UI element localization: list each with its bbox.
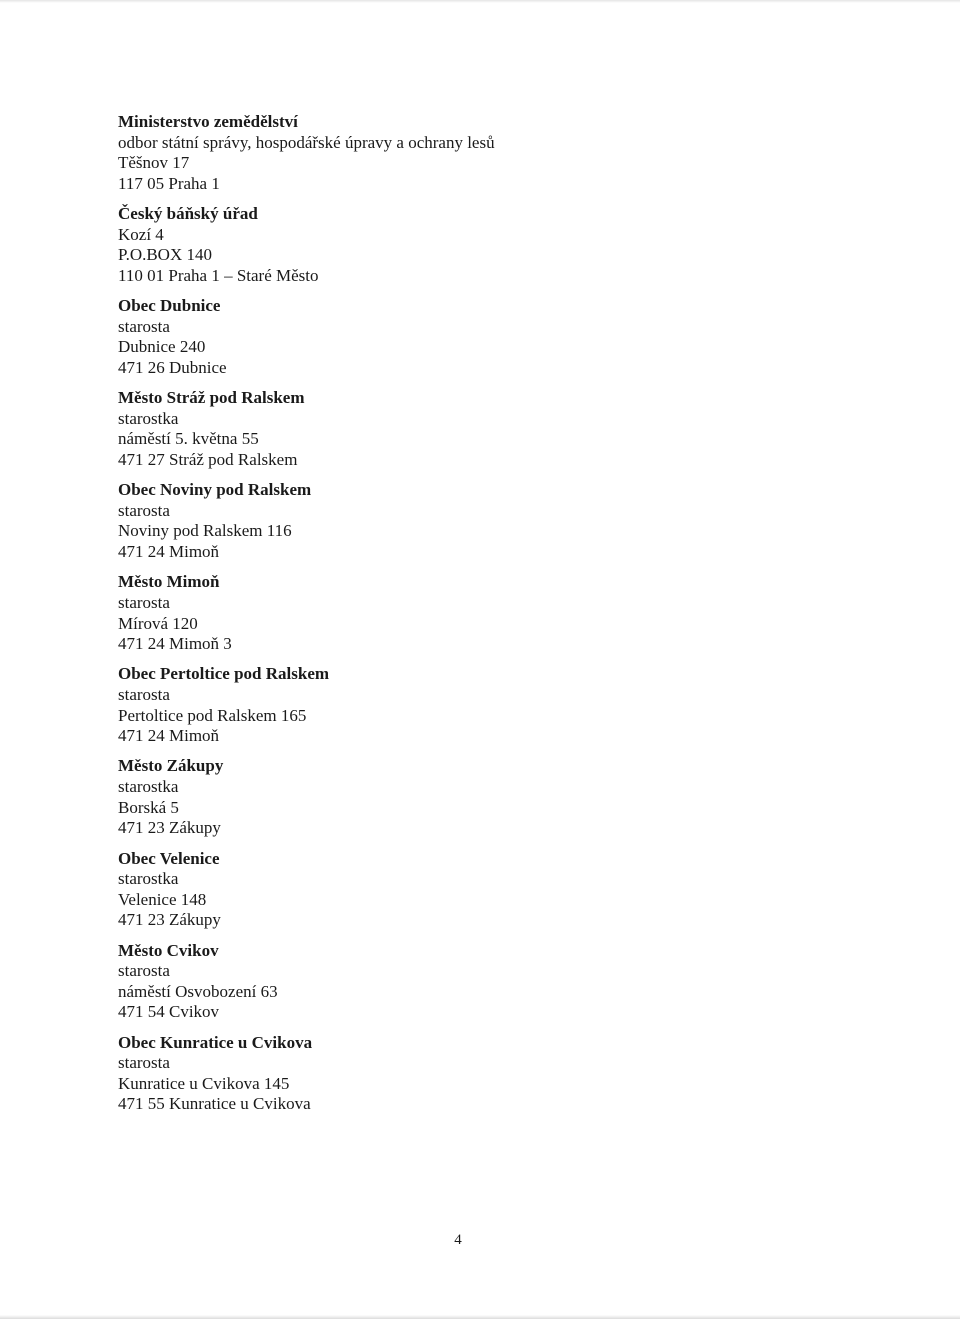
recipient-address-line: odbor státní správy, hospodářské úpravy a ochrany lesů	[118, 132, 495, 152]
recipient-address-line: 471 24 Mimoň 3	[118, 634, 232, 654]
recipient-address-line: 471 23 Zákupy	[118, 910, 221, 930]
recipient-name: Město Mimoň	[118, 572, 220, 592]
recipient-name: Obec Noviny pod Ralskem	[118, 480, 312, 500]
recipient-name: Obec Kunratice u Cvikova	[118, 1032, 313, 1052]
recipient-block	[118, 849, 718, 931]
recipient-block	[118, 1033, 718, 1115]
page-number: 4	[454, 1232, 462, 1248]
recipient-block	[118, 112, 718, 194]
recipient-address-line: starosta	[118, 1053, 170, 1073]
recipient-address-line: starosta	[118, 592, 170, 612]
recipient-block	[118, 756, 718, 838]
recipient-address-line: 471 54 Cvikov	[118, 1002, 220, 1022]
recipient-address-line: Pertoltice pod Ralskem 165	[118, 705, 307, 725]
recipient-address-line: Borská 5	[118, 797, 179, 817]
recipient-name: Ministerstvo zemědělství	[118, 112, 298, 131]
recipient-list	[118, 112, 718, 1125]
recipient-block	[118, 388, 718, 470]
recipient-name: Český báňský úřad	[118, 204, 258, 224]
recipient-name: Obec Pertoltice pod Ralskem	[118, 664, 330, 684]
recipient-address-line: starosta	[118, 684, 170, 704]
scan-edge-bottom	[0, 1315, 960, 1319]
recipient-name: Město Stráž pod Ralskem	[118, 388, 305, 408]
recipient-address-line: Velenice 148	[118, 889, 207, 909]
recipient-address-line: 471 24 Mimoň	[118, 726, 220, 746]
recipient-block	[118, 204, 718, 286]
recipient-address-line: Kozí 4	[118, 224, 164, 244]
recipient-address-line: náměstí Osvobození 63	[118, 981, 278, 1001]
recipient-address-line: náměstí 5. května 55	[118, 429, 259, 449]
scan-edge-top	[0, 0, 960, 3]
recipient-block	[118, 941, 718, 1023]
recipient-address-line: starosta	[118, 500, 170, 520]
recipient-address-line: Dubnice 240	[118, 337, 206, 357]
recipient-name: Obec Velenice	[118, 848, 220, 868]
recipient-block	[118, 296, 718, 378]
recipient-address-line: 471 23 Zákupy	[118, 818, 221, 838]
recipient-address-line: Kunratice u Cvikova 145	[118, 1073, 290, 1093]
recipient-address-line: starostka	[118, 777, 179, 797]
recipient-name: Obec Dubnice	[118, 296, 221, 316]
recipient-address-line: starosta	[118, 961, 170, 981]
recipient-address-line: 471 24 Mimoň	[118, 542, 220, 562]
recipient-block	[118, 664, 718, 746]
recipient-address-line: Noviny pod Ralskem 116	[118, 521, 292, 541]
recipient-address-line: 110 01 Praha 1 – Staré Město	[118, 265, 319, 285]
recipient-address-line: starostka	[118, 408, 179, 428]
recipient-name: Město Zákupy	[118, 756, 224, 776]
recipient-name: Město Cvikov	[118, 940, 219, 960]
recipient-address-line: Mírová 120	[118, 613, 198, 633]
recipient-address-line: starostka	[118, 869, 179, 889]
recipient-address-line: 471 27 Stráž pod Ralskem	[118, 449, 298, 469]
recipient-address-line: P.O.BOX 140	[118, 245, 212, 265]
recipient-address-line: 117 05 Praha 1	[118, 173, 220, 193]
recipient-address-line: 471 26 Dubnice	[118, 357, 227, 377]
recipient-address-line: Těšnov 17	[118, 153, 190, 173]
recipient-address-line: starosta	[118, 316, 170, 336]
recipient-block	[118, 572, 718, 654]
recipient-address-line: 471 55 Kunratice u Cvikova	[118, 1094, 311, 1114]
recipient-block	[118, 480, 718, 562]
